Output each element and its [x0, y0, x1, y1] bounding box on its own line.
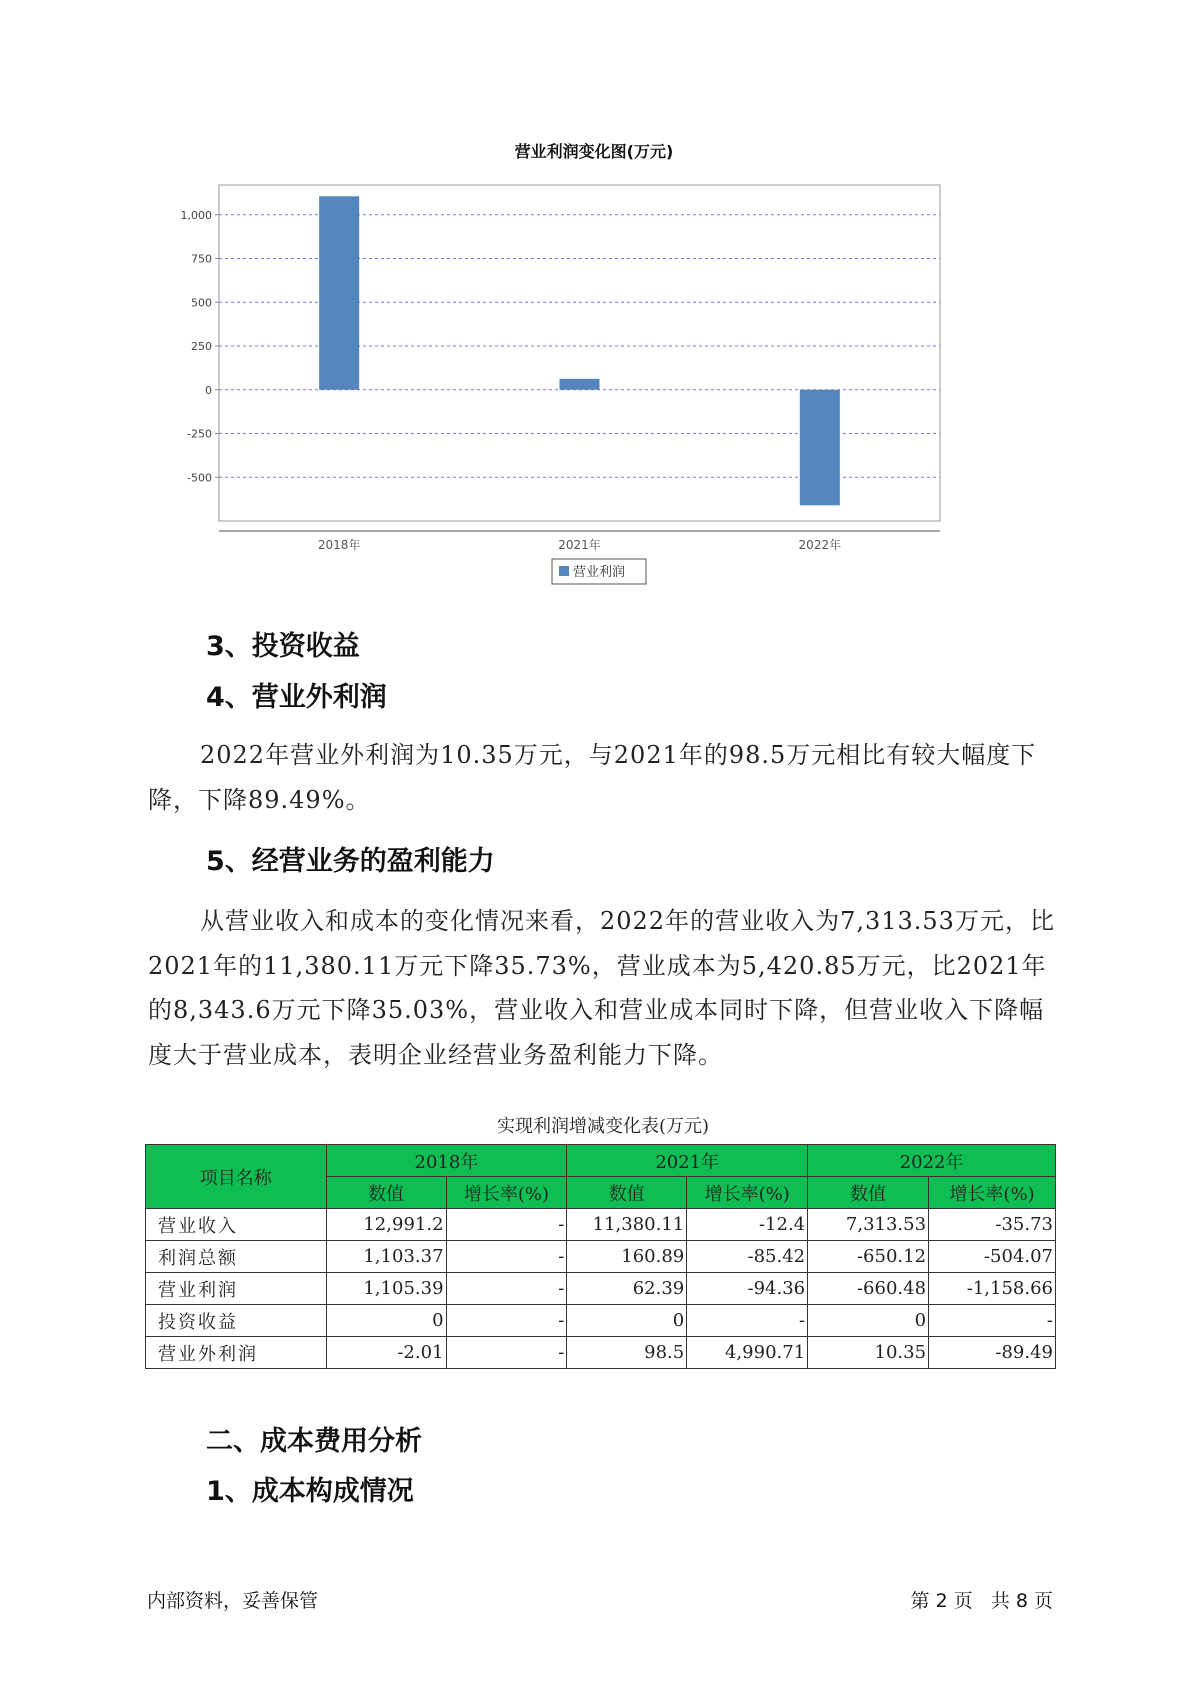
row-item-name: 投资收益: [146, 1305, 327, 1337]
header-value: 数值: [567, 1177, 687, 1209]
cell-value: -650.12: [808, 1241, 929, 1273]
y-tick-label: 1,000: [180, 208, 212, 222]
bar-2018: [319, 196, 359, 389]
y-tick-label: 250: [191, 340, 212, 353]
cell-value: -2.01: [326, 1337, 446, 1369]
bar-2022: [800, 390, 840, 506]
cell-growth-rate: -: [687, 1305, 808, 1337]
table-row: [146, 1209, 1056, 1241]
row-item-name: 营业收入: [146, 1209, 327, 1241]
cell-value: 98.5: [567, 1337, 687, 1369]
footer-confidential-note: 内部资料，妥善保管: [147, 1590, 319, 1612]
footer-page-number: 第 2 页 共 8 页: [910, 1590, 1053, 1612]
cell-growth-rate: -: [446, 1273, 567, 1305]
header-value: 数值: [808, 1177, 929, 1209]
header-growth-rate: 增长率(%): [446, 1177, 567, 1209]
header-year-2018: 2018年: [326, 1145, 567, 1177]
y-tick-label: 500: [191, 296, 212, 310]
cell-value: 0: [808, 1305, 929, 1337]
paragraph-profitability: 从营业收入和成本的变化情况来看，2022年的营业收入为7,313.53万元，比2021年的11,380.11万元下降35.73%，营业成本为5,420.85万元，比2021年的8,343.6万元下降35.03%，营业收入和营业成本同时下降，但营业收入下降幅度大于营业成本，表明企业经营业务盈利能力下降。: [148, 907, 1055, 1069]
y-tick-label: -250: [187, 427, 212, 441]
cell-growth-rate: -1,158.66: [929, 1273, 1056, 1305]
heading-non-operating-profit: 4、营业外利润: [206, 682, 387, 713]
header-year-2021: 2021年: [567, 1145, 808, 1177]
x-axis-labels: [318, 537, 841, 552]
cell-value: 1,105.39: [326, 1273, 446, 1305]
cell-value: 1,103.37: [326, 1241, 446, 1273]
heading-cost-analysis: 二、成本费用分析: [206, 1426, 422, 1457]
y-tick-label: 0: [205, 383, 212, 397]
cell-value: 7,313.53: [808, 1209, 929, 1241]
cell-value: 0: [567, 1305, 687, 1337]
bar-2021: [560, 379, 600, 390]
cell-growth-rate: -: [446, 1337, 567, 1369]
cell-growth-rate: -: [929, 1305, 1056, 1337]
cell-growth-rate: -85.42: [687, 1241, 808, 1273]
heading-investment-income: 3、投资收益: [206, 631, 360, 662]
cell-growth-rate: -35.73: [929, 1209, 1056, 1241]
cell-value: -660.48: [808, 1273, 929, 1305]
table-row: [146, 1305, 1056, 1337]
table-caption: 实现利润增减变化表(万元): [496, 1116, 710, 1137]
legend-label: 营业利润: [573, 565, 626, 580]
cell-growth-rate: -504.07: [929, 1241, 1056, 1273]
header-item-name: 项目名称: [146, 1145, 327, 1209]
row-item-name: 利润总额: [146, 1241, 327, 1273]
table-body: [146, 1209, 1056, 1369]
header-growth-rate: 增长率(%): [687, 1177, 808, 1209]
profit-change-table: [145, 1144, 1056, 1369]
cell-value: 0: [326, 1305, 446, 1337]
cell-value: 160.89: [567, 1241, 687, 1273]
cell-value: 12,991.2: [326, 1209, 446, 1241]
y-tick-label: 750: [191, 252, 212, 266]
paragraph-non-operating-profit: 2022年营业外利润为10.35万元，与2021年的98.5万元相比有较大幅度下降，下降89.49%。: [148, 741, 1037, 814]
table-row: [146, 1241, 1056, 1273]
cell-growth-rate: -: [446, 1209, 567, 1241]
heading-cost-structure: 1、成本构成情况: [206, 1476, 414, 1507]
y-axis-ticks: [181, 209, 220, 485]
chart-bars: [319, 196, 840, 505]
operating-profit-chart: [150, 140, 1030, 592]
header-year-2022: 2022年: [808, 1145, 1056, 1177]
x-category-label: 2021年: [558, 538, 601, 552]
chart-legend: [552, 559, 646, 584]
table-row: [146, 1337, 1056, 1369]
x-category-label: 2022年: [798, 538, 842, 552]
cell-value: 10.35: [808, 1337, 929, 1369]
header-growth-rate: 增长率(%): [929, 1177, 1056, 1209]
cell-value: 62.39: [567, 1273, 687, 1305]
row-item-name: 营业利润: [146, 1273, 327, 1305]
cell-growth-rate: -89.49: [929, 1337, 1056, 1369]
cell-growth-rate: -: [446, 1305, 567, 1337]
header-value: 数值: [326, 1177, 446, 1209]
cell-growth-rate: -: [446, 1241, 567, 1273]
table-row: [146, 1273, 1056, 1305]
row-item-name: 营业外利润: [146, 1337, 327, 1369]
cell-growth-rate: 4,990.71: [687, 1337, 808, 1369]
cell-growth-rate: -12.4: [687, 1209, 808, 1241]
legend-swatch: [559, 566, 569, 576]
cell-value: 11,380.11: [567, 1209, 687, 1241]
chart-title: 营业利润变化图(万元): [514, 142, 674, 161]
x-category-label: 2018年: [317, 538, 361, 552]
heading-profitability: 5、经营业务的盈利能力: [206, 846, 495, 877]
y-tick-label: -500: [187, 471, 212, 485]
cell-growth-rate: -94.36: [687, 1273, 808, 1305]
